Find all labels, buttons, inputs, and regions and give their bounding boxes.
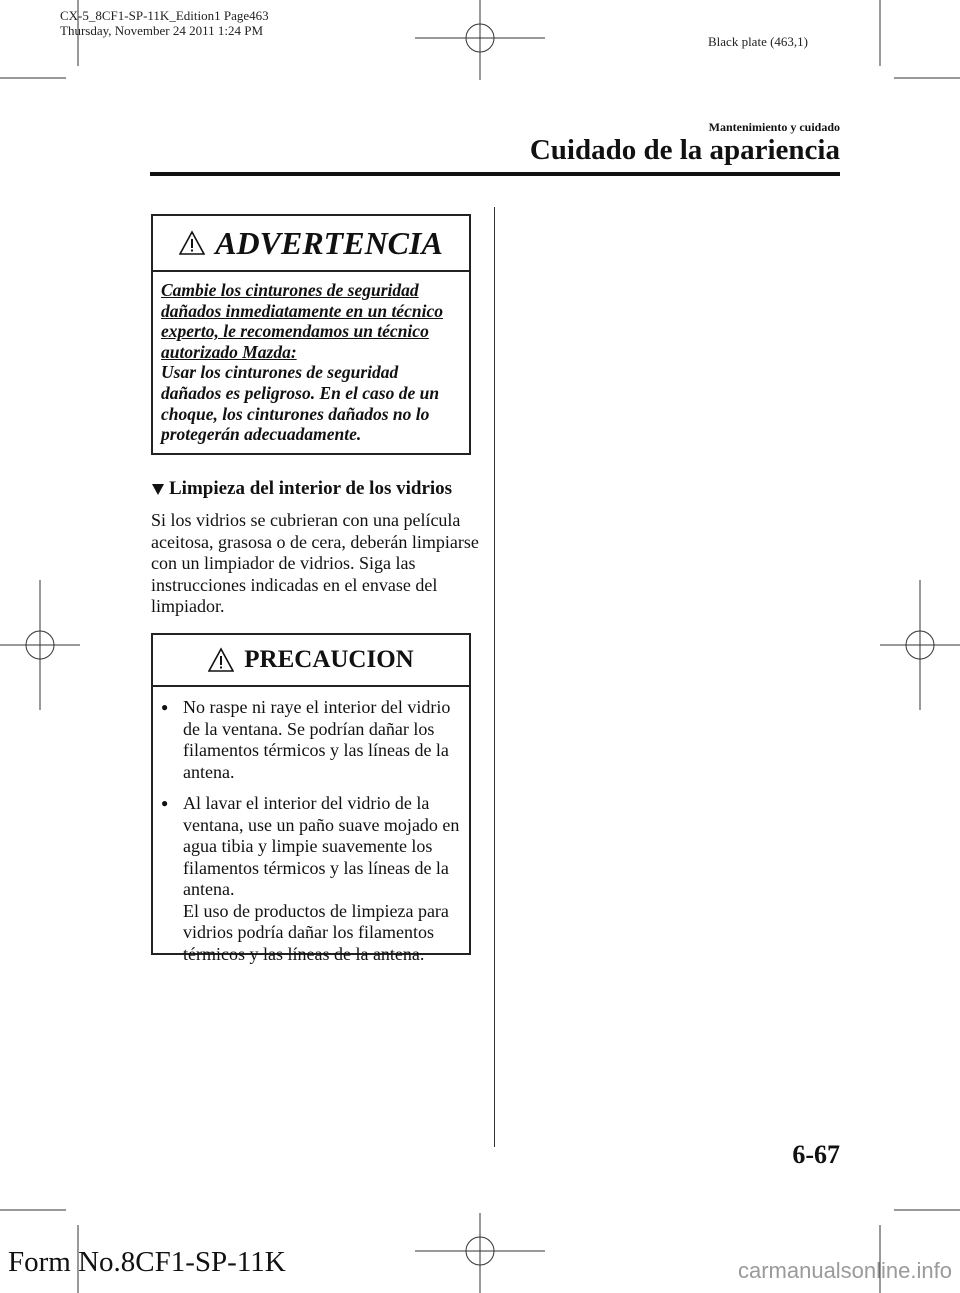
triangle-bullet-icon [151,482,165,496]
caution-box [151,633,471,964]
caution-item-text: No raspe ni raye el interior del vidrio de la ventana. Se podrían dañar los filamentos térmicos y las líneas de la antena. [183,697,451,782]
page-number: 6-67 [792,1140,840,1169]
watermark: carmanualsonline.info [737,1258,952,1283]
warning-title: ADVERTENCIA [215,224,443,261]
warning-triangle-icon [179,230,205,256]
warning-triangle-icon [208,647,234,673]
warning-body [153,272,469,445]
section-label: Mantenimiento y cuidado [708,120,840,134]
warning-header [153,216,469,272]
caution-body [153,687,469,965]
bullet-icon: ● [161,796,169,810]
section-heading-text: Limpieza del interior de los vidrios [169,478,453,499]
section-title: Cuidado de la apariencia [529,134,840,166]
warning-instruction: Cambie los cinturones de seguridad dañados inmediatamente en un técnico experto, le recomendamos un técnico autorizado Mazda: [161,280,443,362]
plate-label: Black plate (463,1) [708,34,808,49]
section-heading [151,478,452,500]
header-rule [150,172,840,176]
section-paragraph: Si los vidrios se cubrieran con una película aceitosa, grasosa o de cera, deberán limpiarse con un limpiador de vidrios. Siga las instrucciones indicadas en el envase del limpiador. [151,510,479,616]
caution-title: PRECAUCION [244,646,414,673]
form-number: Form No.8CF1-SP-11K [8,1246,286,1278]
column-divider [494,207,495,1147]
caution-note: El uso de productos de limpieza para vidrios podría dañar los filamentos térmicos y las líneas de la antena. [183,900,449,964]
caution-item-text: Al lavar el interior del vidrio de la ventana, use un paño suave mojado en agua tibia y limpie suavemente los filamentos térmicos y las líneas de la antena. [183,793,460,899]
caution-item [161,697,461,783]
caution-header [153,635,469,687]
warning-box [151,214,471,455]
warning-explanation: Usar los cinturones de seguridad dañados es peligroso. En el caso de un choque, los cinturones dañados no lo protegerán adecuadamente. [161,362,440,445]
print-meta-line2: Thursday, November 24 2011 1:24 PM [60,23,264,38]
caution-item [161,793,461,965]
bullet-icon: ● [161,700,169,714]
print-meta-line1: CX-5_8CF1-SP-11K_Edition1 Page463 [60,8,269,23]
